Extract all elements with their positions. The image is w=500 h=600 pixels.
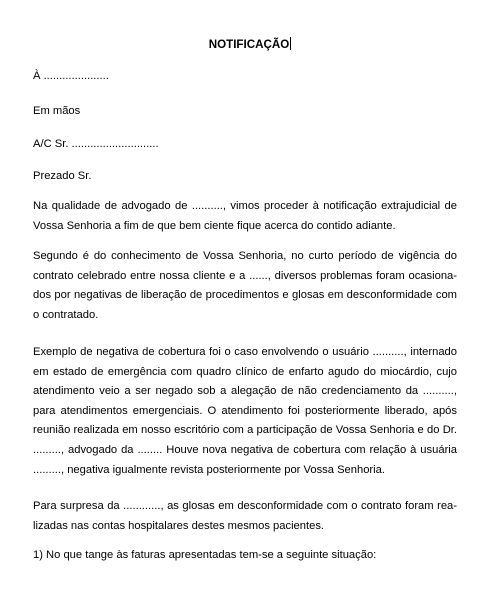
greeting-line: Prezado Sr. bbox=[33, 170, 92, 182]
addressee-line: À ..................... bbox=[33, 70, 109, 82]
paragraph-intro: Na qualidade de advogado de .........., vimos proceder à notificação extrajudicial de Vossa Senhoria a fim de que bem ciente fique acerca do contido adiante. bbox=[33, 200, 457, 232]
delivery-line: Em mãos bbox=[33, 105, 81, 117]
paragraph-item-1: 1) No que tange às faturas apresentadas tem-se a seguinte situação: bbox=[33, 549, 377, 561]
paragraph-example: Exemplo de negativa de cobertura foi o caso envolvendo o usuário .........., internado em estado de emergência com quadro clínico de enfarto agudo do miocárdio, cujo atendimento veio a ser negado sob a alegação de não credenciamento da .........., para atendimentos emergenciais. O atendimento foi posteriormente liberado, após reunião realizada em nosso escritório com a participação de Vossa Senhoria e do Dr. ........., advogado da ........ Houve nova negativa de cobertura com relação à usuária ........., negativa igualmente revista posteriormente por Vossa Senhoria. bbox=[33, 346, 457, 476]
document-title bbox=[0, 37, 500, 51]
text-cursor bbox=[290, 37, 291, 50]
paragraph-context: Segundo é do conhecimento de Vossa Senhoria, no curto período de vigência do contrato celebrado entre nossa cliente e a ......, diversos problemas foram ocasionados por negativas de liberação de procedimentos e glosas em desconformidade com o contratado. bbox=[33, 250, 457, 321]
attention-line: A/C Sr. ............................ bbox=[33, 138, 159, 150]
paragraph-surprise: Para surpresa da ............, as glosas em desconformidade com o contrato foram realizadas nas contas hospitalares destes mesmos pacientes. bbox=[33, 500, 457, 532]
title-text: NOTIFICAÇÃO bbox=[208, 38, 290, 51]
